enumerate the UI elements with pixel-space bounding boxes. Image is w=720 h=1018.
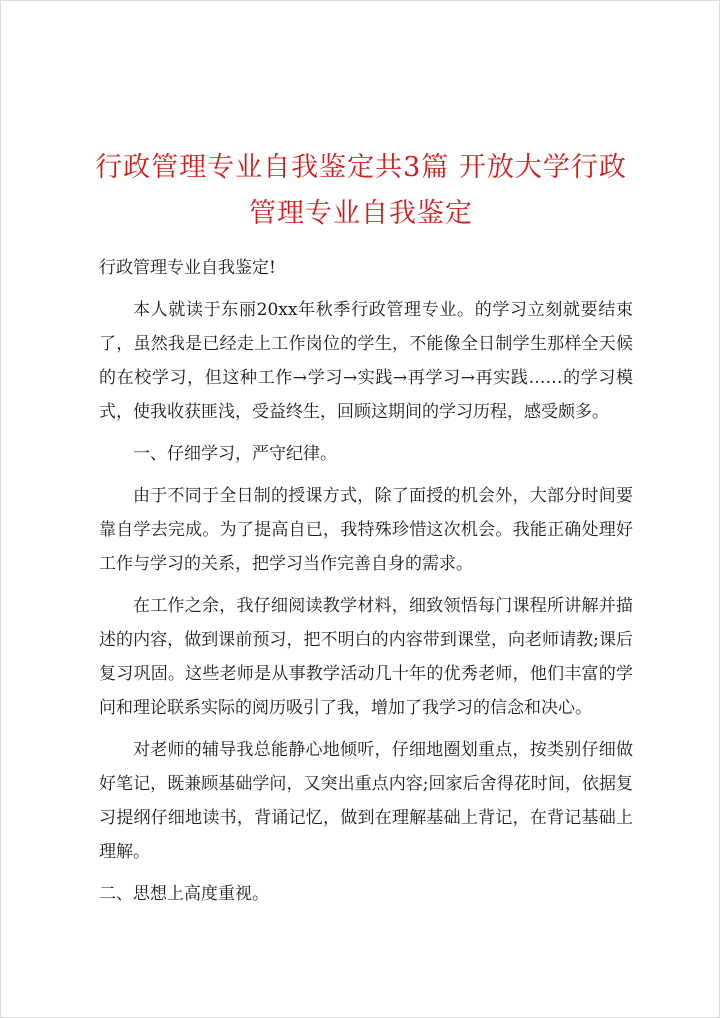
intro-paragraph: 本人就读于东丽20xx年秋季行政管理专业。的学习立刻就要结束了，虽然我是已经走上工作岗位的学生，不能像全日制学生那样全天候的在校学习，但这种工作→学习→实践→再学习→再实践……的学习模式，使我收获匪浅，受益终生，回顾这期间的学习历程，感受颇多。 <box>99 300 633 422</box>
document-title <box>61 145 661 237</box>
body-paragraph: 由于不同于全日制的授课方式，除了面授的机会外，大部分时间要靠自学去完成。为了提高自已，我特殊珍惜这次机会。我能正确处理好工作与学习的关系，把学习当作完善自身的需求。 <box>99 486 633 574</box>
section-heading-1: 一、仔细学习，严守纪律。 <box>133 444 337 464</box>
body-paragraph: 在工作之余，我仔细阅读教学材料，细致领悟每门课程所讲解并描述的内容，做到课前预习，把不明白的内容带到课堂，向老师请教;课后复习巩固。这些老师是从事教学活动几十年的优秀老师，他们丰富的学问和理论联系实际的阅历吸引了我，增加了我学习的信念和决心。 <box>99 596 633 718</box>
title-line-2: 管理专业自我鉴定 <box>249 198 473 229</box>
salutation-paragraph: 行政管理专业自我鉴定! <box>99 258 276 278</box>
title-line-1: 行政管理专业自我鉴定共3篇 开放大学行政 <box>95 152 627 183</box>
document-body <box>99 251 633 919</box>
body-paragraph: 对老师的辅导我总能静心地倾听，仔细地圈划重点，按类别仔细做好笔记，既兼顾基础学问，又突出重点内容;回家后舍得花时间，依据复习提纲仔细地读书，背诵记忆，做到在理解基础上背记，在背记基础上理解。 <box>99 740 633 862</box>
section-heading-2: 二、思想上高度重视。 <box>99 884 269 904</box>
